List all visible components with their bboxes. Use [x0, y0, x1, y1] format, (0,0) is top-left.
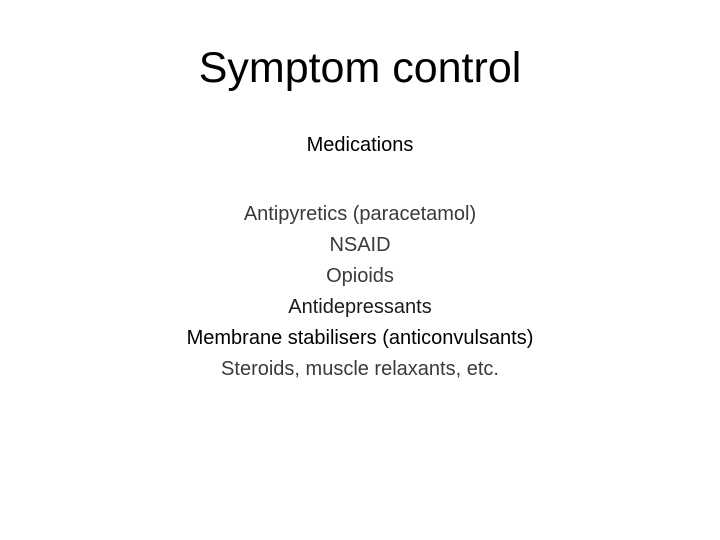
medication-list: [0, 199, 720, 385]
list-item: Antipyretics (paracetamol): [243, 203, 477, 225]
list-item: NSAID: [329, 234, 391, 256]
list-item: Opioids: [326, 265, 394, 287]
slide-subtitle: Medications: [306, 134, 414, 156]
list-item: Membrane stabilisers (anticonvulsants): [186, 327, 534, 349]
slide-title: Symptom control: [198, 44, 522, 92]
list-item: Steroids, muscle relaxants, etc.: [221, 358, 499, 380]
list-item: Antidepressants: [288, 296, 432, 318]
